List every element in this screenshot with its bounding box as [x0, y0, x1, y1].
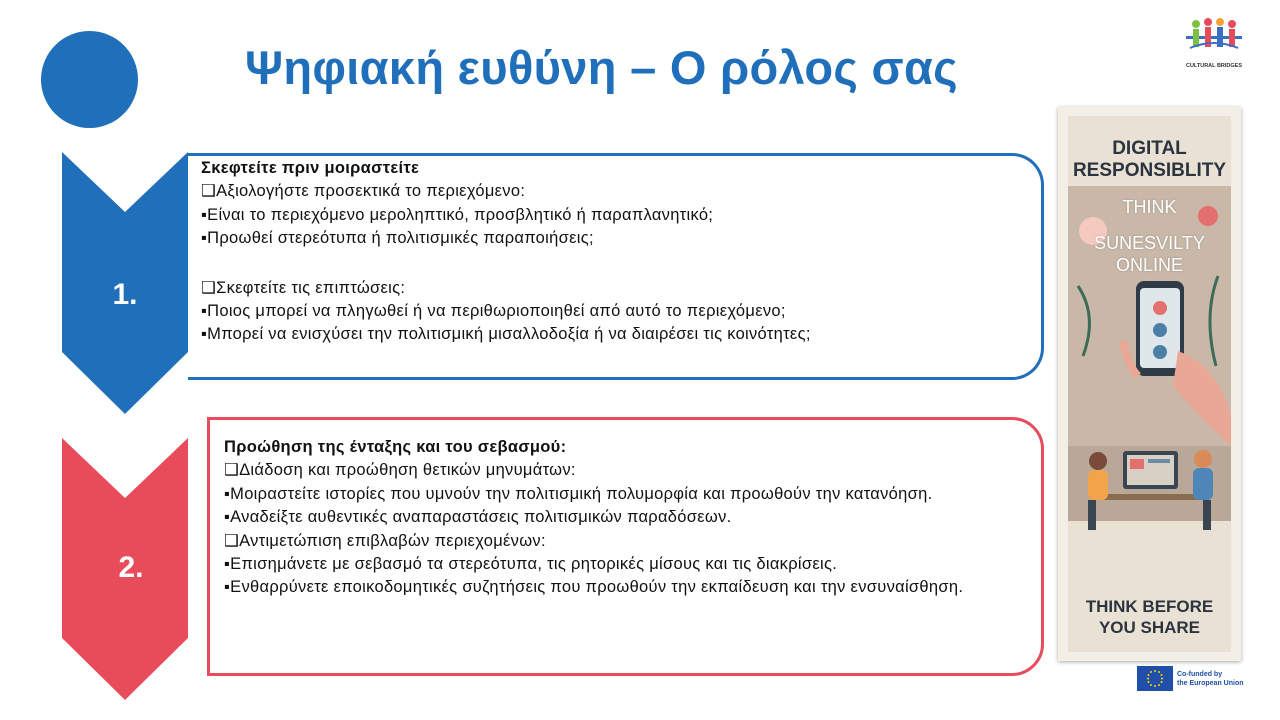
step-1-heading: Σκεφτείτε πριν μοιραστείτε — [201, 159, 420, 177]
eu-flag-icon — [1137, 666, 1173, 691]
step-2-heading: Προώθηση της ένταξης και του σεβασμού: — [224, 438, 567, 456]
page-title: Ψηφιακή ευθύνη – Ο ρόλος σας — [245, 41, 958, 94]
step-1-line: ❑Αξιολογήστε προσεκτικά το περιεχόμενο: — [201, 182, 526, 201]
digital-responsibility-poster — [1058, 107, 1241, 661]
step-2-line: ▪Αναδείξτε αυθεντικές αναπαραστάσεις πολιτισμικών παραδόσεων. — [224, 508, 732, 527]
step-1-line: ❑Σκεφτείτε τις επιπτώσεις: — [201, 278, 406, 297]
poster-footer — [1068, 596, 1231, 638]
poster-footer-line: YOU SHARE — [1098, 618, 1201, 637]
step-1-text — [201, 157, 811, 347]
step-1-number: 1. — [112, 278, 138, 311]
step-2-line: ▪Μοιραστείτε ιστορίες που υμνούν την πολιτισμική πολυμορφία και προωθούν την κατανόηση. — [224, 484, 933, 503]
poster-title-line: DIGITAL — [1112, 138, 1187, 159]
step-1-line: ▪Είναι το περιεχόμενο μεροληπτικό, προσβλητικό ή παραπλανητικό; — [201, 205, 714, 224]
step-2-number: 2. — [118, 551, 144, 584]
step-2-line: ❑Διάδοση και προώθηση θετικών μηνυμάτων: — [224, 461, 576, 480]
poster-title — [1068, 138, 1231, 182]
logo-text: CULTURAL BRIDGES — [1185, 63, 1243, 69]
step-1-line: ▪Προωθεί στερεότυπα ή πολιτισμικές παραποιήσεις; — [201, 229, 594, 248]
cultural-bridges-logo — [1182, 14, 1246, 94]
poster-middle-line: SUNESVILTY — [1094, 233, 1205, 253]
poster-middle-line: THINK — [1122, 197, 1177, 217]
eu-text-line: the European Union — [1177, 680, 1244, 687]
eu-text-line: Co-funded by — [1177, 671, 1223, 678]
poster-footer-line: THINK BEFORE — [1085, 597, 1214, 616]
step-2-text — [224, 436, 1024, 600]
poster-middle-text — [1068, 196, 1231, 276]
logo-figures-icon — [1182, 14, 1246, 62]
step-2-line: ❑Αντιμετώπιση επιβλαβών περιεχομένων: — [224, 531, 546, 550]
eu-cofunded-text — [1177, 670, 1244, 688]
step-2-line: ▪Ενθαρρύνετε εποικοδομητικές συζητήσεις που προωθούν την εκπαίδευση και την ενσυναίσθηση. — [224, 578, 964, 597]
decorative-circle — [41, 31, 138, 128]
step-2-line: ▪Επισημάνετε με σεβασμό τα στερεότυπα, τις ρητορικές μίσους και τις διακρίσεις. — [224, 555, 838, 574]
step-1-line: ▪Μπορεί να ενισχύσει την πολιτισμική μισαλλοδοξία ή να διαιρέσει τις κοινότητες; — [201, 325, 811, 344]
poster-title-line: RESPONSIBLITY — [1072, 160, 1227, 181]
poster-middle-line: ONLINE — [1115, 255, 1184, 275]
step-1-line: ▪Ποιος μπορεί να πληγωθεί ή να περιθωριοποιηθεί από αυτό το περιεχόμενο; — [201, 302, 786, 321]
